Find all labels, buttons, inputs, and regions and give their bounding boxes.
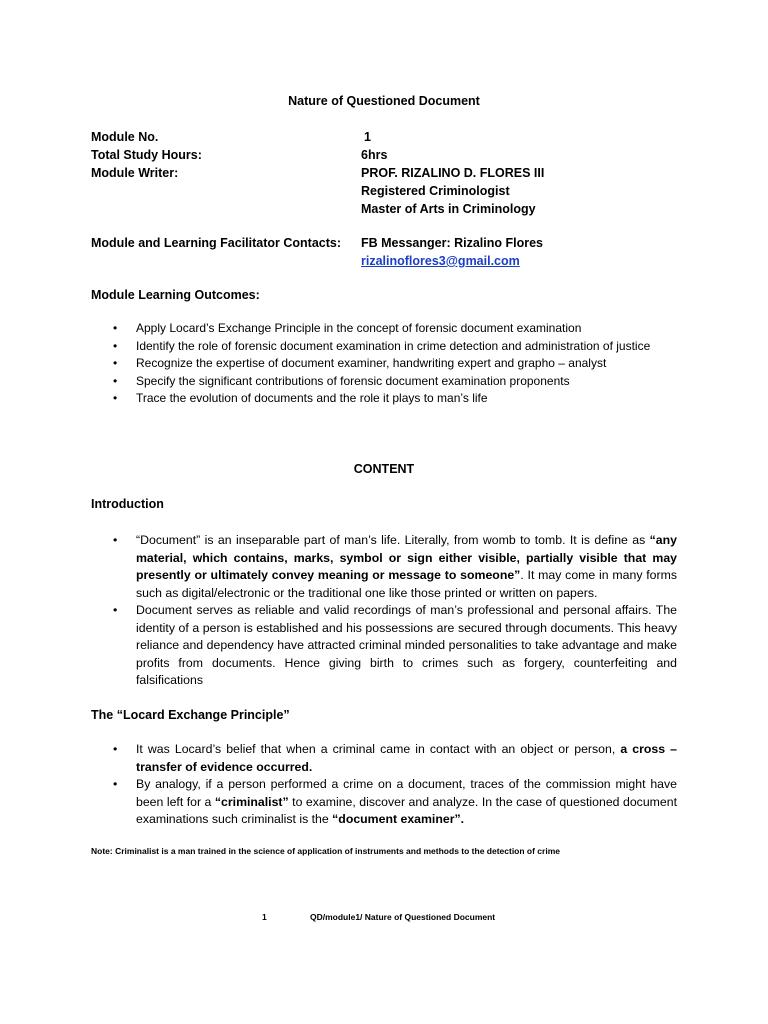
module-no-label: Module No. (91, 130, 159, 144)
contact-email-link[interactable]: rizalinoflores3@gmail.com (361, 254, 520, 268)
document-title: Nature of Questioned Document (288, 94, 480, 108)
module-no-row (91, 128, 691, 146)
contacts-label: Module and Learning Facilitator Contacts: (91, 236, 342, 250)
list-item: • Trace the evolution of documents and the role it plays to man’s life (113, 391, 488, 405)
writer-name: PROF. RIZALINO D. FLORES III (361, 166, 545, 180)
list-item: • Apply Locard’s Exchange Principle in the concept of forensic document examination (113, 321, 582, 335)
list-item: • Recognize the expertise of document examiner, handwriting expert and grapho – analyst (113, 356, 607, 370)
outcomes-heading: Module Learning Outcomes: (91, 288, 260, 302)
study-hours-label: Total Study Hours: (91, 148, 202, 162)
contacts-row (91, 234, 691, 252)
module-no-value: 1 (364, 130, 371, 144)
list-item: • “Document” is an inseparable part of man’s life. Literally, from womb to tomb. It is define as “any material, which contains, marks, symbol or sign either visible, partially visible that may presently or ultimately convey meaning or message to someone”. It may come in many forms such as digital/electronic or the traditional one like those printed or written on papers. (113, 533, 678, 600)
writer-title-row-2 (91, 200, 691, 218)
page-number: 1 (262, 912, 267, 922)
footer-text: QD/module1/ Nature of Questioned Document (310, 912, 496, 922)
writer-title-1: Registered Criminologist (361, 184, 510, 198)
list-item: • Document serves as reliable and valid recordings of man’s professional and personal affairs. The identity of a person is established and his possessions are secured through documents. This heavy reliance and dependency have attracted criminal minded personalities to take advantage and make profits from documents. Hence giving birth to crimes such as forgery, counterfeiting and falsifications (113, 603, 677, 687)
study-hours-row (91, 146, 691, 164)
locard-heading: The “Locard Exchange Principle” (91, 708, 290, 722)
locard-list (91, 741, 677, 829)
email-row (91, 252, 691, 270)
contacts-fb: FB Messanger: Rizalino Flores (361, 236, 543, 250)
page-footer (262, 912, 495, 922)
module-info (91, 128, 691, 270)
introduction-heading: Introduction (91, 497, 164, 511)
writer-label: Module Writer: (91, 166, 179, 180)
outcomes-list (91, 320, 677, 408)
writer-row (91, 164, 691, 182)
list-item: • It was Locard’s belief that when a criminal came in contact with an object or person, a cross – transfer of evidence occurred. (113, 742, 677, 774)
list-item: • Identify the role of forensic document examination in crime detection and administration of justice (113, 338, 651, 353)
list-item: • Specify the significant contributions of forensic document examination proponents (113, 373, 570, 388)
footnote: Note: Criminalist is a man trained in the science of application of instruments and methods to the detection of crime (91, 846, 560, 856)
introduction-list (91, 532, 677, 690)
study-hours-value: 6hrs (361, 148, 388, 162)
writer-title-row-1 (91, 182, 691, 200)
content-heading: CONTENT (353, 462, 415, 476)
list-item: • By analogy, if a person performed a crime on a document, traces of the commission might have been left for a “criminalist” to examine, discover and analyze. In the case of questioned document examinations such criminalist is the “document examiner”. (113, 777, 677, 826)
writer-title-2: Master of Arts in Criminology (361, 202, 536, 216)
